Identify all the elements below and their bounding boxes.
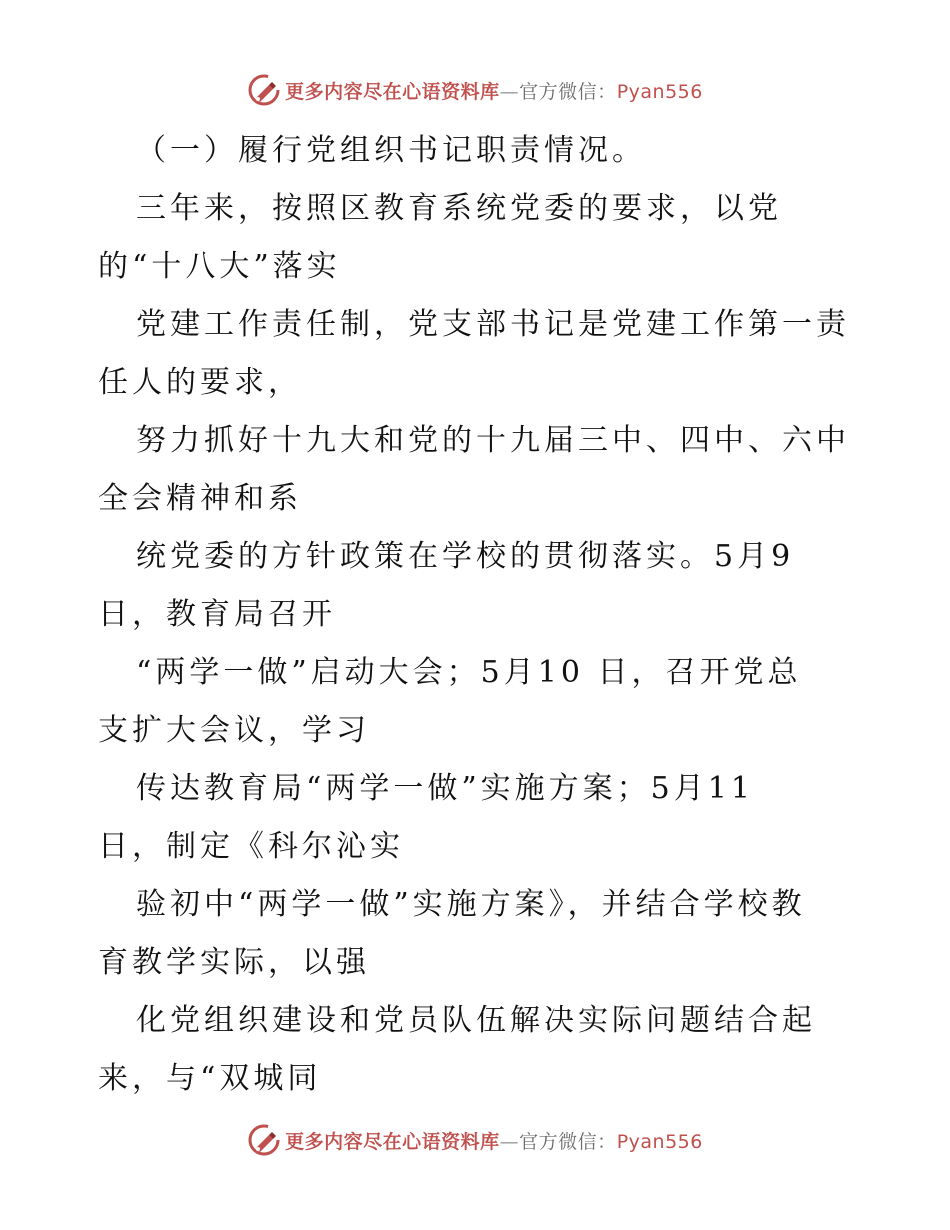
text-line: 努力抓好十九大和党的十九届三中、四中、六中 <box>136 423 850 458</box>
watermark-separator: — <box>499 1130 520 1153</box>
pen-logo-icon <box>247 1123 281 1157</box>
text-line: 日，教育局召开 <box>98 597 336 632</box>
document-body <box>98 122 888 1108</box>
text-line: 育教学实际，以强 <box>98 945 370 980</box>
watermark-brand: 更多内容尽在心语资料库 <box>285 80 500 103</box>
text-line: 验初中“两学一做”实施方案》，并结合学校教 <box>136 887 806 922</box>
text-line: 传达教育局“两学一做”实施方案；5月11 <box>136 771 754 806</box>
text-line: 党建工作责任制，党支部书记是党建工作第一责 <box>136 307 850 342</box>
text-line: 任人的要求， <box>98 365 302 400</box>
watermark-brand: 更多内容尽在心语资料库 <box>285 1130 500 1153</box>
header-watermark-banner <box>0 70 950 110</box>
text-line: 三年来，按照区教育系统党委的要求，以党 <box>136 191 782 226</box>
text-line: 来，与“双城同 <box>98 1061 322 1096</box>
text-line: 的“十八大”落实 <box>98 249 341 284</box>
watermark-account: Pyan556 <box>616 1130 703 1153</box>
watermark-text <box>285 77 703 104</box>
text-line: 化党组织建设和党员队伍解决实际问题结合起 <box>136 1003 816 1038</box>
watermark-contact-label: 官方微信： <box>519 80 617 103</box>
pen-logo-icon <box>247 73 281 107</box>
text-line: 支扩大会议，学习 <box>98 713 370 748</box>
footer-watermark-banner <box>0 1120 950 1160</box>
text-line: 日，制定《科尔沁实 <box>98 829 404 864</box>
watermark-separator: — <box>499 80 520 103</box>
watermark-text <box>285 1127 703 1154</box>
section-heading: （一）履行党组织书记职责情况。 <box>136 133 646 168</box>
text-line: 统党委的方针政策在学校的贯彻落实。5月9 <box>136 539 795 574</box>
text-line: 全会精神和系 <box>98 481 302 516</box>
watermark-contact-label: 官方微信： <box>519 1130 617 1153</box>
watermark-account: Pyan556 <box>616 80 703 103</box>
text-line: “两学一做”启动大会；5月10 日，召开党总 <box>136 655 802 690</box>
